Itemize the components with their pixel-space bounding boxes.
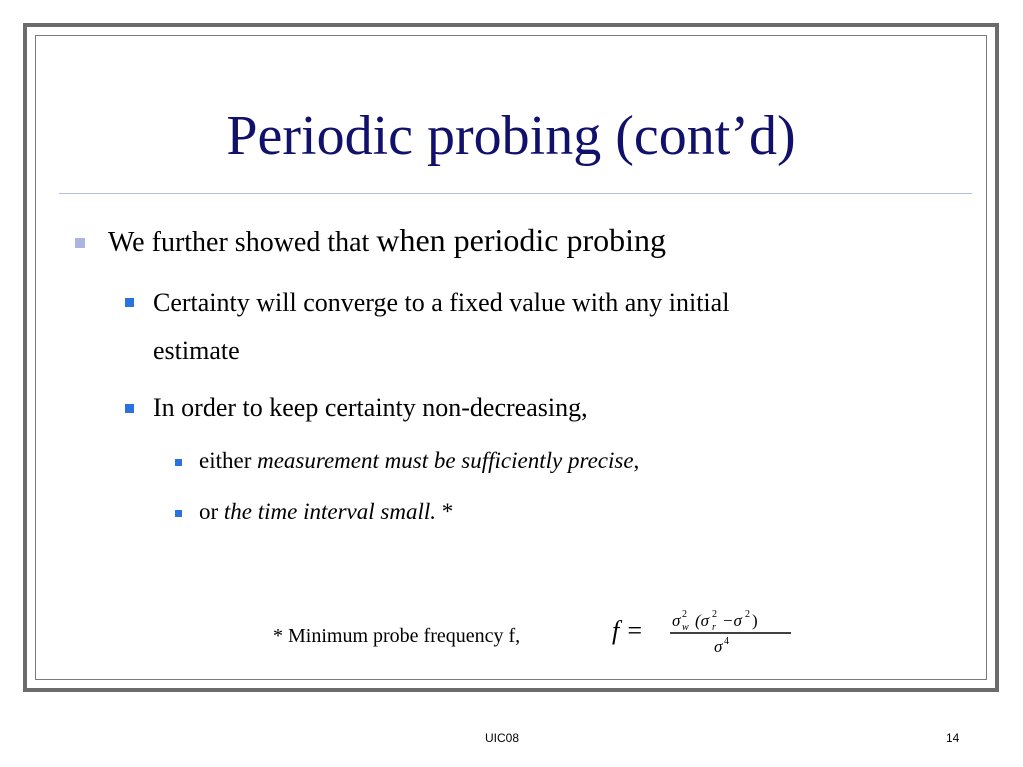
formula-den-sup: 4 bbox=[724, 636, 729, 647]
page-number: 14 bbox=[946, 731, 960, 745]
bullet-square-icon bbox=[175, 459, 182, 466]
formula-num-minus-sigma: −σ bbox=[722, 611, 742, 630]
formula-num-sigma-w: σ bbox=[672, 611, 681, 630]
footnote-text: * Minimum probe frequency f, bbox=[273, 625, 521, 647]
formula-num-close: ) bbox=[752, 611, 758, 630]
bullet-either-tail: , bbox=[633, 448, 640, 473]
bullet-square-icon bbox=[125, 298, 134, 307]
bullet-certainty-line1: Certainty will converge to a fixed value with any initial bbox=[153, 288, 730, 317]
formula-num-sup-2: 2 bbox=[712, 609, 717, 620]
bullet-or-lead: or bbox=[199, 499, 224, 524]
formula-num-sigma-r: (σ bbox=[695, 611, 710, 630]
bullet-main-lead: We further showed that bbox=[108, 227, 377, 258]
formula-num-sub-r: r bbox=[712, 622, 716, 633]
bullet-or-tail: * bbox=[436, 499, 454, 524]
slide-title: Periodic probing (cont’d) bbox=[226, 105, 796, 167]
bullet-main-text bbox=[108, 222, 666, 259]
formula-num-sub-w: w bbox=[682, 622, 689, 633]
formula-num-sup-1: 2 bbox=[682, 609, 687, 620]
title-divider bbox=[59, 193, 972, 194]
bullet-square-icon bbox=[125, 404, 134, 413]
bullet-certainty-line2: estimate bbox=[153, 336, 240, 365]
bullet-main-emphasis: when periodic probing bbox=[376, 222, 667, 258]
formula-den-sigma: σ bbox=[714, 637, 723, 656]
formula-num-sup-3: 2 bbox=[745, 609, 750, 620]
bullet-either-italic: measurement must be sufficiently precise bbox=[257, 448, 634, 473]
bullet-square-icon bbox=[175, 510, 182, 517]
bullet-or-text bbox=[199, 497, 453, 527]
probe-frequency-formula bbox=[610, 606, 795, 656]
bullet-either-lead: either bbox=[199, 448, 258, 473]
bullet-order-text: In order to keep certainty non-decreasing, bbox=[153, 393, 588, 422]
bullet-square-icon bbox=[75, 238, 85, 248]
formula-lhs: f = bbox=[612, 616, 644, 645]
footer-label: UIC08 bbox=[485, 731, 520, 745]
bullet-or-italic: the time interval small. bbox=[223, 499, 436, 524]
bullet-either-text bbox=[199, 446, 639, 476]
